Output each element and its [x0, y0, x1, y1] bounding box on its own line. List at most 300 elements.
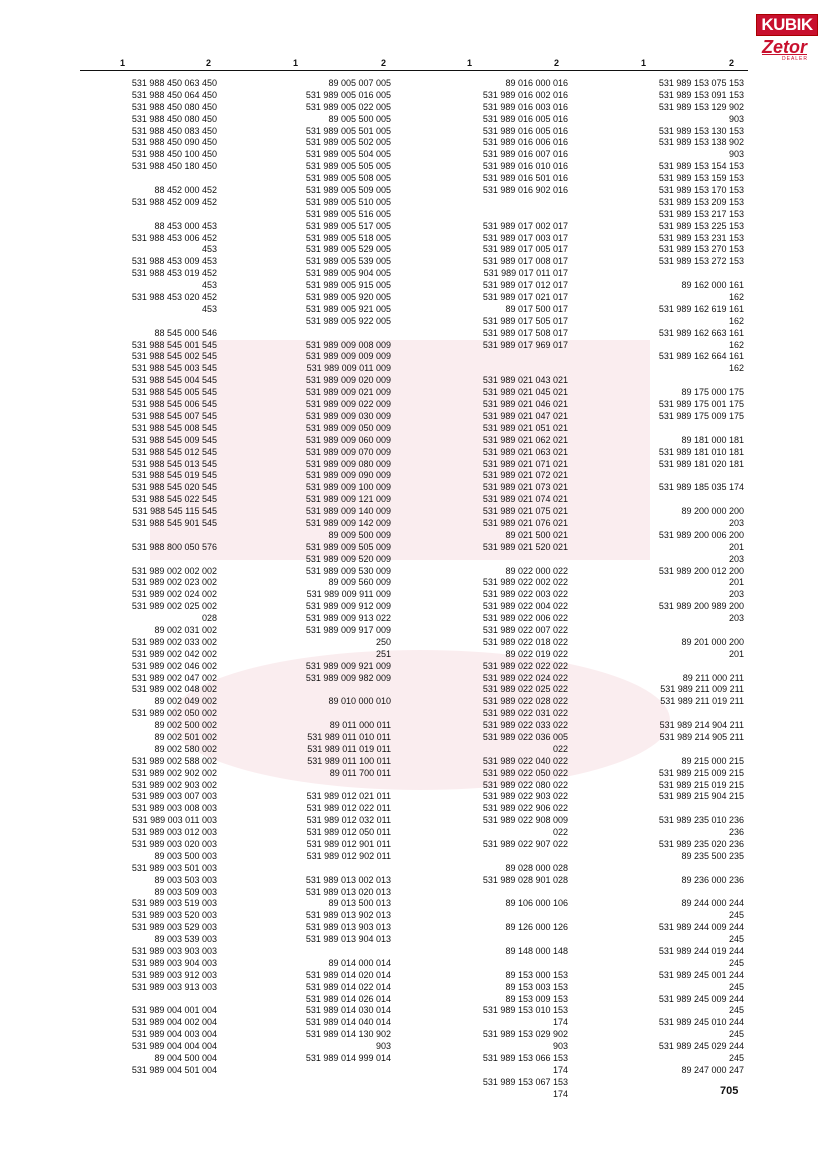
part-number-row: 245 [728, 1053, 744, 1064]
part-number-row: 88 545 000 546 [154, 327, 217, 338]
part-number-row: 531 989 153 138 902 [658, 137, 744, 148]
part-number-row: 531 989 245 029 244 [658, 1041, 744, 1052]
col4-header-2: 2 [729, 58, 735, 68]
part-number-row: 531 989 153 029 902 [482, 1029, 568, 1040]
part-number-row: 531 989 153 270 153 [658, 244, 744, 255]
logo-kubik: KUBIK [756, 14, 818, 36]
part-number-row: 89 028 000 028 [505, 862, 568, 873]
part-number-row: 531 989 004 002 004 [131, 1017, 217, 1028]
part-number-row: 531 989 013 904 013 [305, 934, 391, 945]
part-number-row: 531 989 021 045 021 [482, 387, 568, 398]
part-number-row: 89 009 500 009 [328, 529, 391, 540]
part-number-row: 531 989 005 539 005 [305, 256, 391, 267]
part-number-row: 531 989 021 047 021 [482, 410, 568, 421]
part-number-row: 531 989 009 011 009 [306, 363, 391, 374]
part-number-row: 531 988 545 115 545 [132, 506, 217, 517]
part-number-row: 89 162 000 161 [681, 280, 744, 291]
part-number-row: 531 988 450 063 450 [131, 78, 217, 88]
part-number-row [448, 887, 568, 899]
part-number-row: 531 988 450 090 450 [131, 137, 217, 148]
part-number-row: 531 989 244 019 244 [658, 946, 744, 957]
part-number-row: 531 988 453 006 452 [131, 232, 217, 243]
part-number-row: 531 989 009 021 009 [305, 387, 391, 398]
part-number-row: 531 989 009 022 009 [305, 399, 391, 410]
part-number-row: 531 989 214 904 211 [659, 720, 744, 731]
part-number-row: 531 988 800 050 576 [131, 541, 217, 552]
part-number-row: 531 989 009 121 009 [305, 494, 391, 505]
part-number-row: 531 989 021 046 021 [482, 399, 568, 410]
part-number-row: 531 989 245 001 244 [658, 969, 744, 980]
part-number-row: 89 002 501 002 [154, 731, 217, 742]
part-number-row: 531 989 153 066 153 [482, 1053, 568, 1064]
part-number-row: 531 989 017 969 017 [482, 339, 568, 350]
part-number-row: 89 002 031 002 [154, 624, 217, 635]
parts-column-4 [624, 78, 744, 1077]
part-number-row: 89 003 509 003 [154, 886, 217, 897]
part-number-row: 531 988 545 005 545 [131, 387, 217, 398]
part-number-row: 531 989 021 072 021 [482, 470, 568, 481]
part-number-row: 531 989 014 020 014 [305, 969, 391, 980]
part-number-row: 531 989 003 007 003 [131, 791, 217, 802]
part-number-row [624, 887, 744, 899]
part-number-row: 89 005 500 005 [328, 113, 391, 124]
part-number-row: 89 153 009 153 [505, 993, 568, 1004]
part-number-row: 531 989 021 062 021 [482, 434, 568, 445]
part-number-row: 531 988 453 020 452 [131, 292, 217, 303]
part-number-row: 531 989 022 903 022 [482, 791, 568, 802]
part-number-row: 531 988 450 064 450 [131, 89, 217, 100]
part-number-row: 531 989 004 001 004 [131, 1005, 217, 1016]
part-number-row: 531 989 009 913 022 [305, 613, 391, 624]
part-number-row [274, 684, 391, 696]
part-number-row: 531 989 021 063 021 [482, 446, 568, 457]
part-number-row: 531 989 009 142 009 [305, 517, 391, 528]
part-number-row: 201 [728, 541, 744, 552]
part-number-row: 531 989 153 217 153 [658, 208, 744, 219]
part-number-row: 531 989 235 020 236 [658, 839, 744, 849]
part-number-row: 531 989 211 009 211 [660, 684, 744, 695]
part-number-row: 531 989 009 050 009 [305, 422, 391, 433]
part-number-row: 531 989 153 010 153 [482, 1005, 568, 1016]
part-number-row [100, 994, 217, 1006]
part-number-row: 531 989 021 071 021 [482, 458, 568, 469]
part-number-row: 531 989 200 006 200 [658, 529, 744, 540]
part-number-row: 453 [201, 303, 217, 314]
part-number-row: 89 021 500 021 [505, 529, 568, 540]
part-number-row [448, 209, 568, 221]
part-number-row: 531 989 181 020 181 [658, 458, 744, 469]
part-number-row: 531 989 005 509 005 [305, 185, 391, 196]
part-number-row: 531 989 014 040 014 [305, 1017, 391, 1028]
part-number-row: 531 989 003 913 003 [131, 981, 217, 992]
part-number-row: 531 989 002 024 002 [131, 589, 217, 600]
part-number-row: 531 989 016 002 016 [482, 89, 568, 100]
part-number-row: 174 [552, 1064, 568, 1075]
part-number-row: 531 989 014 026 014 [305, 993, 391, 1004]
part-number-row: 203 [728, 613, 744, 624]
part-number-row [624, 268, 744, 280]
part-number-row: 531 989 244 009 244 [658, 922, 744, 933]
part-number-row: 531 989 009 505 009 [305, 541, 391, 552]
part-number-row: 531 989 153 129 902 [658, 101, 744, 112]
col2-header-2: 2 [381, 58, 387, 68]
part-number-row: 531 989 009 009 009 [305, 351, 391, 362]
part-number-row: 531 989 200 989 200 [658, 601, 744, 612]
kubik-zetor-logo [756, 14, 818, 64]
part-number-row: 531 989 005 904 005 [305, 268, 391, 279]
part-number-row: 531 989 003 903 003 [131, 946, 217, 957]
part-number-row: 89 003 539 003 [154, 934, 217, 945]
part-number-row: 531 989 009 912 009 [305, 601, 391, 612]
part-number-row: 89 153 003 153 [505, 981, 568, 992]
part-number-row: 89 215 000 215 [681, 755, 744, 766]
part-number-row: 531 989 021 520 021 [482, 541, 568, 552]
part-number-row [624, 661, 744, 673]
part-number-row: 88 453 000 453 [154, 220, 217, 231]
part-number-row: 531 989 022 080 022 [482, 779, 568, 790]
part-number-row: 89 201 000 200 [681, 636, 744, 647]
part-number-row: 531 989 185 035 174 [658, 482, 744, 493]
part-number-row: 531 989 002 023 002 [131, 577, 217, 588]
part-number-row: 531 989 153 272 153 [658, 256, 744, 267]
col1-header-2: 2 [206, 58, 212, 68]
part-number-row: 89 003 500 003 [154, 850, 217, 861]
part-number-row [448, 197, 568, 209]
part-number-row: 89 244 000 244 [681, 898, 744, 909]
part-number-row: 531 989 021 073 021 [482, 482, 568, 493]
part-number-row: 531 989 012 901 011 [306, 839, 391, 849]
part-number-row: 203 [728, 589, 744, 600]
part-number-row: 531 989 016 010 016 [482, 161, 568, 172]
part-number-row: 531 989 012 032 011 [306, 815, 391, 826]
part-number-row: 531 988 453 019 452 [131, 268, 217, 279]
part-number-row: 89 010 000 010 [328, 696, 391, 707]
part-number-row: 531 989 009 520 009 [305, 553, 391, 564]
part-number-row: 245 [728, 957, 744, 968]
part-number-row [624, 423, 744, 435]
logo-zetor: Zetor [762, 37, 807, 57]
part-number-row: 245 [728, 981, 744, 992]
part-number-row [624, 375, 744, 387]
part-number-row: 531 988 545 012 545 [131, 446, 217, 457]
part-number-row [448, 851, 568, 863]
part-number-row: 531 989 017 508 017 [482, 327, 568, 338]
part-number-row: 531 989 022 028 022 [482, 696, 568, 707]
part-number-row: 903 [375, 1041, 391, 1052]
part-number-row [274, 780, 391, 792]
part-number-row [448, 554, 568, 566]
part-number-row [448, 363, 568, 375]
part-number-row: 531 989 002 902 002 [131, 767, 217, 778]
part-number-row [100, 316, 217, 328]
part-number-row: 89 013 500 013 [328, 898, 391, 909]
part-number-row: 531 989 003 020 003 [131, 839, 217, 849]
part-number-row: 531 989 022 006 022 [482, 613, 568, 624]
part-number-row: 531 989 175 001 175 [658, 399, 744, 410]
part-number-row: 531 989 011 010 011 [307, 731, 391, 742]
part-number-row: 89 014 000 014 [328, 957, 391, 968]
part-number-row: 531 988 450 083 450 [131, 125, 217, 136]
part-number-row [274, 708, 391, 720]
part-number-row: 531 989 022 031 022 [482, 708, 568, 719]
part-number-row: 531 989 012 050 011 [306, 827, 391, 838]
page-number: 705 [720, 1085, 739, 1097]
part-number-row [624, 863, 744, 875]
part-number-row [274, 946, 391, 958]
part-number-row: 531 989 021 051 021 [482, 422, 568, 433]
part-number-row: 531 989 022 907 022 [482, 839, 568, 849]
part-number-row: 245 [728, 910, 744, 921]
part-number-row: 531 989 235 010 236 [658, 815, 744, 826]
part-number-row: 162 [728, 292, 744, 303]
part-number-row: 531 989 013 020 013 [305, 886, 391, 897]
part-number-row: 89 148 000 148 [505, 946, 568, 957]
part-number-row: 531 989 014 022 014 [305, 981, 391, 992]
part-number-row: 531 989 016 006 016 [482, 137, 568, 148]
part-number-row: 531 989 005 022 005 [305, 101, 391, 112]
part-number-row: 89 022 019 022 [505, 648, 568, 659]
part-number-row: 531 989 021 076 021 [482, 517, 568, 528]
parts-column-3 [448, 78, 568, 1101]
part-number-row: 531 989 009 030 009 [305, 410, 391, 421]
part-number-row: 531 989 245 010 244 [658, 1017, 744, 1028]
part-number-row: 88 452 000 452 [154, 185, 217, 196]
part-number-row: 531 989 017 505 017 [482, 315, 568, 326]
part-number-row: 531 989 021 075 021 [482, 506, 568, 517]
part-number-row: 531 989 017 005 017 [482, 244, 568, 255]
part-number-row: 531 989 028 901 028 [482, 874, 568, 885]
part-number-row: 89 247 000 247 [681, 1064, 744, 1075]
part-number-row: 531 988 545 006 545 [131, 399, 217, 410]
part-number-row: 531 989 162 664 161 [658, 351, 744, 362]
part-number-row [624, 494, 744, 506]
part-number-row: 531 989 022 002 022 [482, 577, 568, 588]
part-number-row: 531 989 022 018 022 [482, 636, 568, 647]
part-number-row: 531 989 021 043 021 [482, 375, 568, 386]
part-number-row: 531 989 153 154 153 [658, 161, 744, 172]
part-number-row: 531 989 153 159 153 [658, 173, 744, 184]
part-number-row: 531 989 005 517 005 [305, 220, 391, 231]
part-number-row: 89 235 500 235 [681, 850, 744, 861]
part-number-row: 531 989 005 502 005 [305, 137, 391, 148]
part-number-row: 531 989 022 022 022 [482, 660, 568, 671]
part-number-row: 531 989 022 036 005 [482, 731, 568, 742]
part-number-row: 531 989 017 002 017 [482, 220, 568, 231]
part-number-row [448, 351, 568, 363]
part-number-row: 531 988 545 019 545 [131, 470, 217, 481]
part-number-row: 531 989 153 067 153 [482, 1076, 568, 1087]
part-number-row: 201 [728, 577, 744, 588]
part-number-row: 531 989 002 033 002 [131, 636, 217, 647]
part-number-row: 531 989 181 010 181 [658, 446, 744, 457]
part-number-row: 531 989 022 004 022 [482, 601, 568, 612]
part-number-row: 531 989 200 012 200 [658, 565, 744, 576]
part-number-row: 531 989 153 130 153 [658, 125, 744, 136]
part-number-row: 531 989 014 030 014 [305, 1005, 391, 1016]
part-number-row: 174 [552, 1088, 568, 1099]
part-number-row: 531 989 002 050 002 [131, 708, 217, 719]
part-number-row: 531 989 215 904 215 [658, 791, 744, 802]
part-number-row [624, 803, 744, 815]
part-number-row: 89 002 049 002 [154, 696, 217, 707]
part-number-row: 531 988 545 002 545 [131, 351, 217, 362]
part-number-row: 531 989 162 663 161 [658, 327, 744, 338]
part-number-row: 89 004 500 004 [154, 1053, 217, 1064]
part-number-row: 531 989 022 003 022 [482, 589, 568, 600]
part-number-row: 453 [201, 280, 217, 291]
part-number-row: 531 989 013 903 013 [305, 922, 391, 933]
part-number-row [624, 708, 744, 720]
part-number-row: 531 989 004 004 004 [131, 1041, 217, 1052]
part-number-row: 531 988 450 100 450 [131, 149, 217, 160]
part-number-row: 89 003 503 003 [154, 874, 217, 885]
part-number-row: 531 988 545 013 545 [131, 458, 217, 469]
part-number-row: 531 989 003 912 003 [131, 969, 217, 980]
part-number-row: 531 989 002 002 002 [131, 565, 217, 576]
part-number-row: 531 989 005 508 005 [305, 173, 391, 184]
part-number-row: 903 [728, 113, 744, 124]
part-number-row: 245 [728, 934, 744, 945]
part-number-row: 531 989 017 012 017 [482, 280, 568, 291]
part-number-row: 531 989 003 011 003 [132, 815, 217, 826]
col2-header-1: 1 [293, 58, 299, 68]
part-number-row: 89 211 000 211 [682, 672, 744, 683]
part-number-row: 531 989 016 902 016 [482, 185, 568, 196]
part-number-row: 89 002 580 002 [154, 743, 217, 754]
part-number-row: 531 989 017 011 017 [483, 268, 568, 279]
part-number-row: 531 989 022 040 022 [482, 755, 568, 766]
part-number-row: 531 989 211 019 211 [660, 696, 744, 707]
part-number-row: 531 989 005 505 005 [305, 161, 391, 172]
part-number-row: 531 988 453 009 453 [131, 256, 217, 267]
part-number-row: 531 989 009 100 009 [305, 482, 391, 493]
part-number-row: 531 989 002 048 002 [131, 684, 217, 695]
part-number-row: 89 126 000 126 [505, 922, 568, 933]
part-number-row: 531 989 013 002 013 [305, 874, 391, 885]
part-number-row: 531 989 214 905 211 [659, 731, 744, 742]
part-number-row: 531 989 005 504 005 [305, 149, 391, 160]
part-number-row: 531 989 022 033 022 [482, 720, 568, 731]
part-number-row: 531 989 002 903 002 [131, 779, 217, 790]
part-number-row: 531 989 009 530 009 [305, 565, 391, 576]
part-number-row: 245 [728, 1029, 744, 1040]
part-number-row: 251 [375, 648, 391, 659]
part-number-row: 531 989 153 209 153 [658, 196, 744, 207]
part-number-row: 531 988 545 008 545 [131, 422, 217, 433]
part-number-row: 89 181 000 181 [681, 434, 744, 445]
part-number-row: 903 [552, 1041, 568, 1052]
part-number-row: 201 [728, 648, 744, 659]
part-number-row: 531 989 004 003 004 [131, 1029, 217, 1040]
part-number-row: 162 [728, 315, 744, 326]
part-number-row: 022 [552, 827, 568, 838]
part-number-row: 89 005 007 005 [328, 78, 391, 88]
part-number-row [448, 934, 568, 946]
part-number-row [100, 554, 217, 566]
part-number-row: 531 989 153 225 153 [658, 220, 744, 231]
part-number-row: 89 153 000 153 [505, 969, 568, 980]
part-number-row: 531 989 003 008 003 [131, 803, 217, 814]
part-number-row: 531 989 014 999 014 [305, 1053, 391, 1064]
part-number-row: 531 989 016 005 016 [482, 113, 568, 124]
col4-header-1: 1 [641, 58, 647, 68]
part-number-row: 531 989 162 619 161 [658, 303, 744, 314]
part-number-row: 028 [201, 613, 217, 624]
part-number-row: 531 989 022 007 022 [482, 624, 568, 635]
part-number-row: 531 989 009 080 009 [305, 458, 391, 469]
part-number-row: 531 989 215 019 215 [658, 779, 744, 790]
part-number-row: 89 200 000 200 [681, 506, 744, 517]
part-number-row: 89 236 000 236 [681, 874, 744, 885]
col1-header-1: 1 [120, 58, 126, 68]
part-number-row: 531 989 003 012 003 [131, 827, 217, 838]
part-number-row: 531 989 022 050 022 [482, 767, 568, 778]
part-number-row [448, 958, 568, 970]
part-number-row: 531 989 005 921 005 [305, 303, 391, 314]
part-number-row: 531 989 005 518 005 [305, 232, 391, 243]
part-number-row: 89 175 000 175 [681, 387, 744, 398]
part-number-row: 531 989 175 009 175 [658, 410, 744, 421]
part-number-row: 531 989 009 921 009 [305, 660, 391, 671]
part-number-row: 531 989 022 024 022 [482, 672, 568, 683]
part-number-row [100, 173, 217, 185]
part-number-row: 531 989 009 008 009 [305, 339, 391, 350]
part-number-row: 531 989 017 008 017 [482, 256, 568, 267]
part-number-row: 531 989 245 009 244 [658, 993, 744, 1004]
part-number-row: 531 989 016 005 016 [482, 125, 568, 136]
part-number-row: 531 989 009 090 009 [305, 470, 391, 481]
part-number-row [274, 863, 391, 875]
part-number-row: 89 022 000 022 [505, 565, 568, 576]
part-number-row: 203 [728, 553, 744, 564]
part-number-row [448, 910, 568, 922]
part-number-row: 531 989 017 021 017 [482, 292, 568, 303]
part-number-row: 531 989 003 501 003 [131, 862, 217, 873]
part-number-row: 531 989 009 020 009 [305, 375, 391, 386]
part-number-row: 531 988 450 180 450 [131, 161, 217, 172]
part-number-row: 89 002 500 002 [154, 720, 217, 731]
part-number-row: 531 989 016 003 016 [482, 101, 568, 112]
part-number-row: 531 989 009 982 009 [305, 672, 391, 683]
part-number-row: 531 989 005 920 005 [305, 292, 391, 303]
part-number-row: 531 989 153 091 153 [658, 89, 744, 100]
part-number-row: 531 989 153 231 153 [658, 232, 744, 243]
part-number-row: 531 989 002 047 002 [131, 672, 217, 683]
part-number-row: 531 989 022 025 022 [482, 684, 568, 695]
part-number-row: 531 989 009 060 009 [305, 434, 391, 445]
parts-column-1 [100, 78, 217, 1077]
part-number-row: 903 [728, 149, 744, 160]
part-number-row [624, 470, 744, 482]
part-number-row: 162 [728, 339, 744, 350]
part-number-row: 531 989 012 902 011 [306, 850, 391, 861]
part-number-row: 022 [552, 743, 568, 754]
part-number-row [624, 744, 744, 756]
part-number-row: 531 989 009 917 009 [305, 624, 391, 635]
part-number-row: 531 989 005 016 005 [305, 89, 391, 100]
part-number-row: 531 989 013 902 013 [305, 910, 391, 921]
part-number-row: 531 989 021 074 021 [482, 494, 568, 505]
part-number-row: 531 989 153 170 153 [658, 185, 744, 196]
part-number-row: 89 017 500 017 [505, 303, 568, 314]
part-number-row: 531 989 005 915 005 [305, 280, 391, 291]
part-number-row: 531 989 005 501 005 [305, 125, 391, 136]
part-number-row: 531 989 005 529 005 [305, 244, 391, 255]
part-number-row: 531 988 545 004 545 [131, 375, 217, 386]
part-number-row [624, 625, 744, 637]
part-number-row: 531 988 545 003 545 [131, 363, 217, 374]
part-number-row: 531 989 011 100 011 [307, 755, 391, 766]
